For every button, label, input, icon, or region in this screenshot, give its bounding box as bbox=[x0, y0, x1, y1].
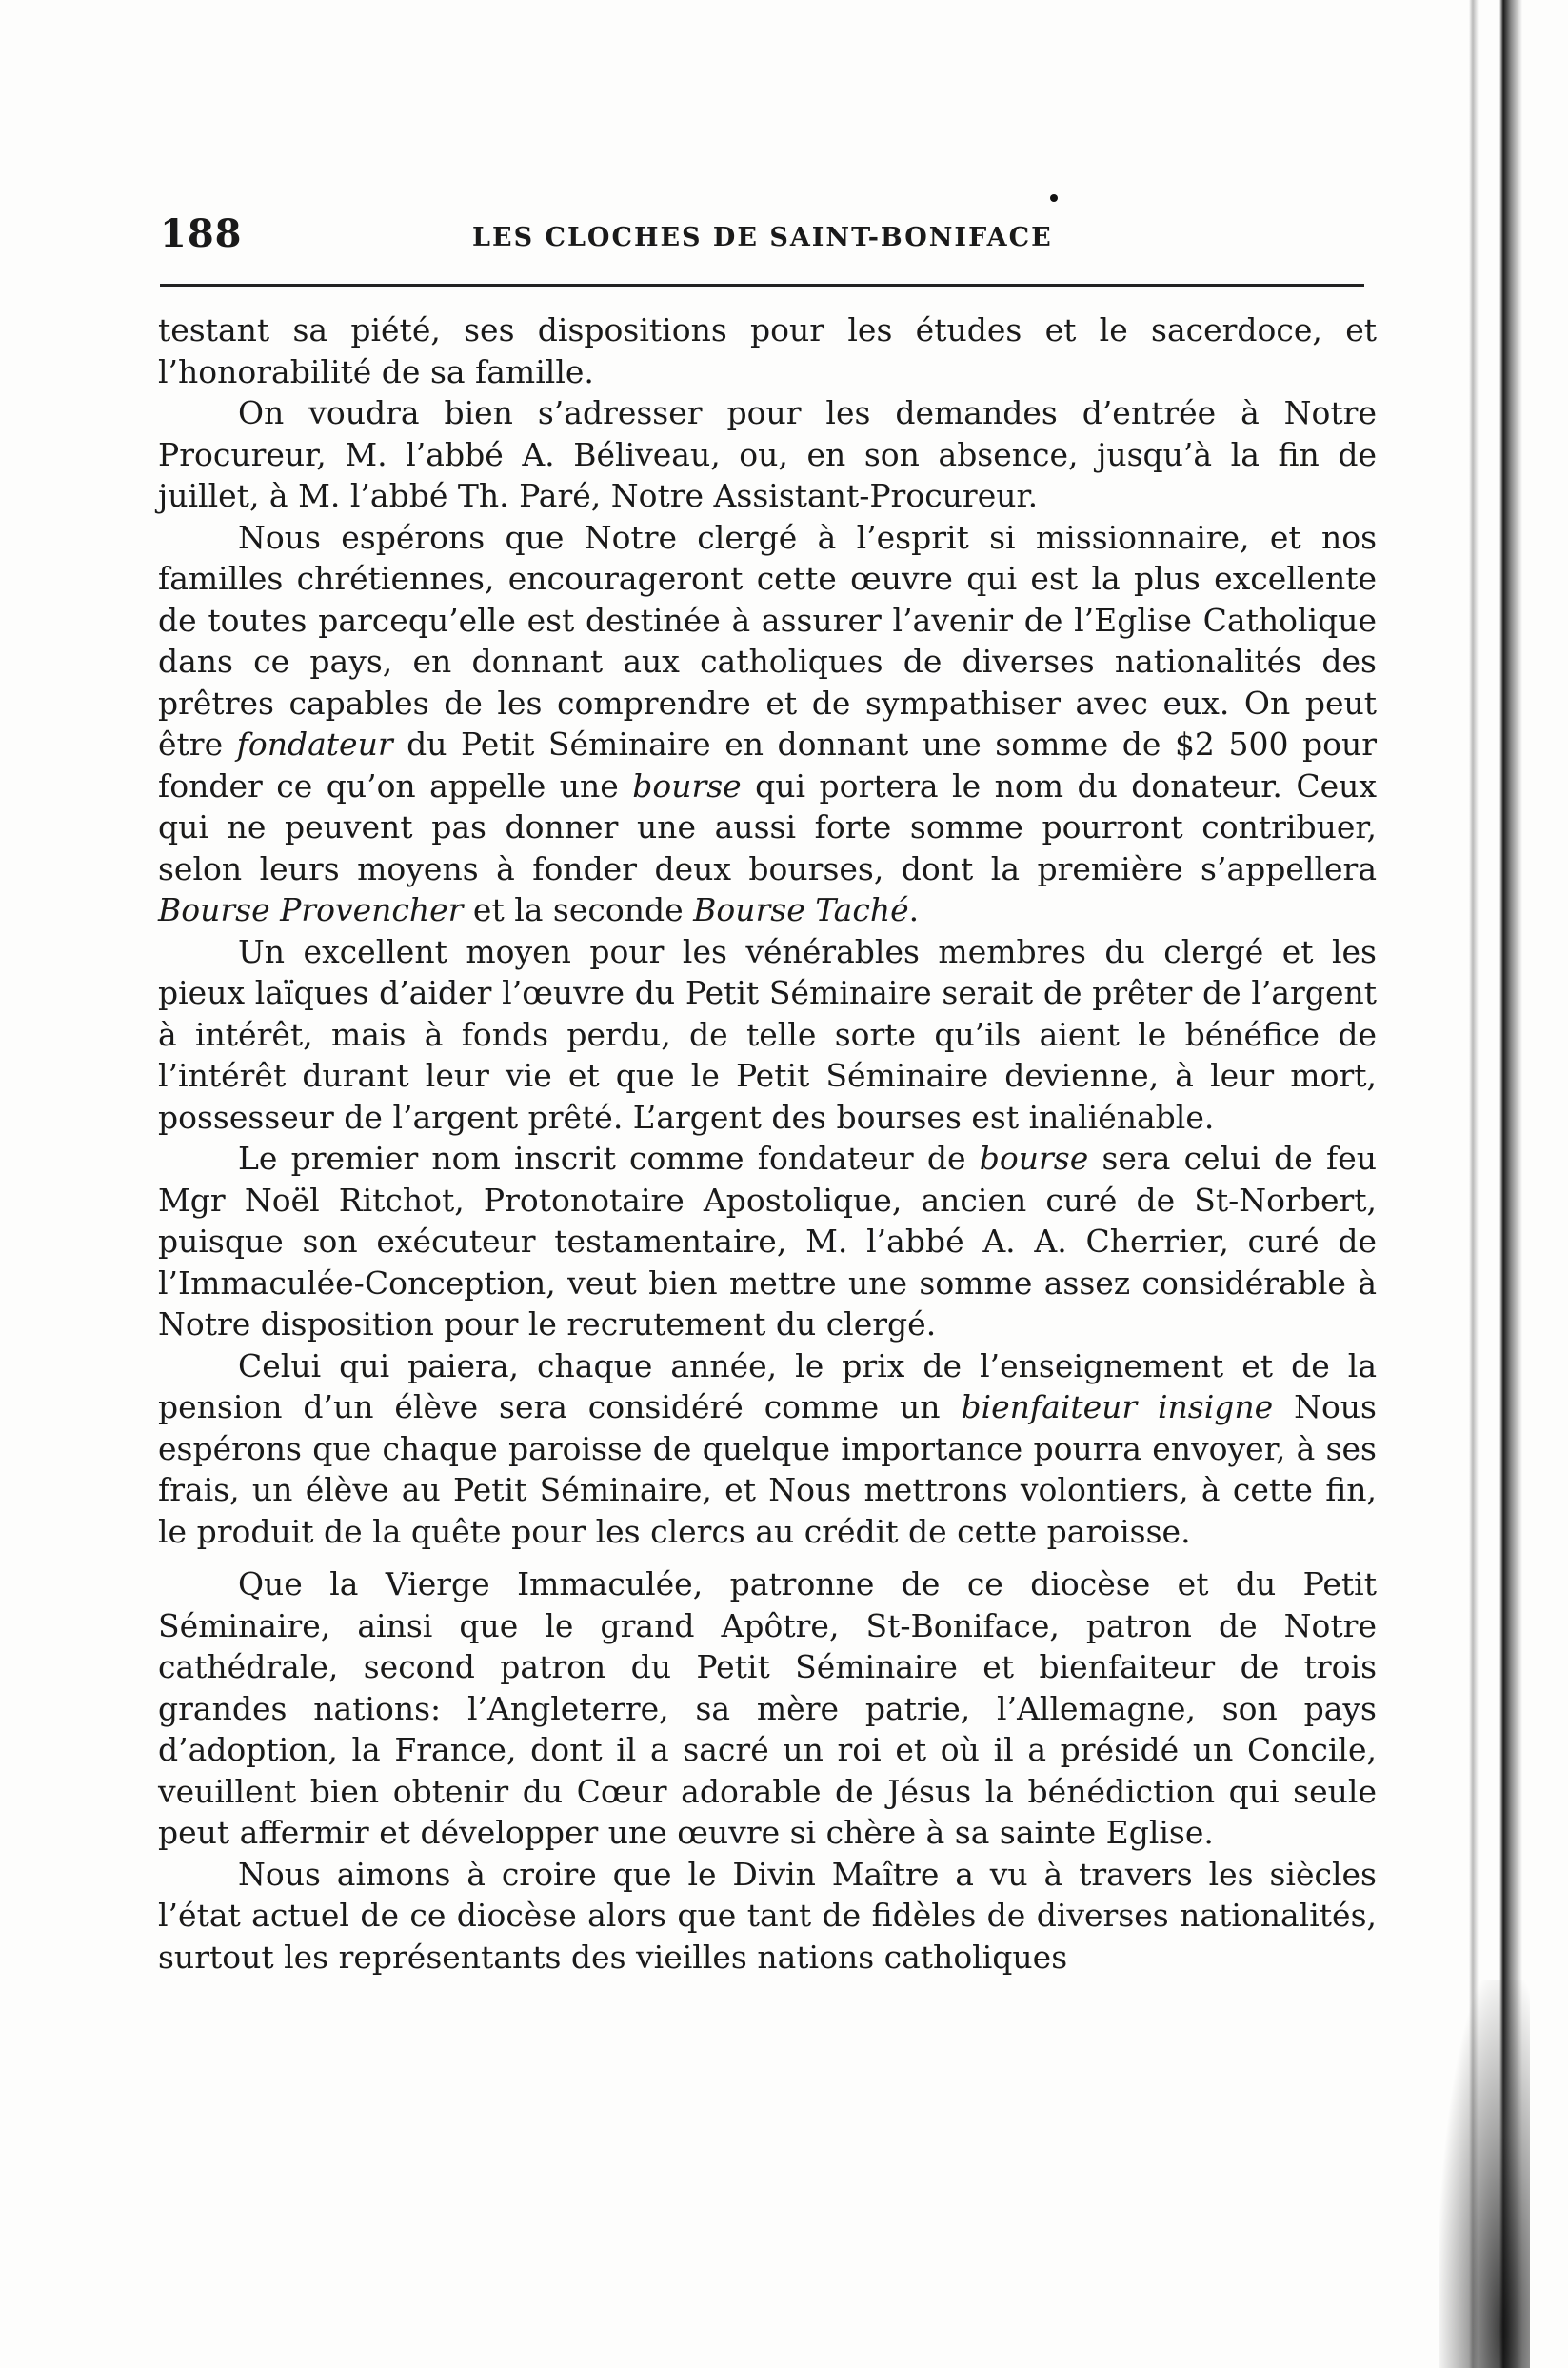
paragraph-text: du Petit Séminaire en donnant une somme de $2 500 pour fonder ce qu’on appelle une bbox=[158, 726, 1378, 805]
paragraph-1 bbox=[158, 309, 1377, 392]
paragraph-3 bbox=[158, 517, 1377, 931]
italic-term: Bourse Provencher bbox=[158, 891, 464, 928]
header-rule bbox=[160, 284, 1364, 287]
paragraph-4 bbox=[158, 931, 1377, 1139]
page-number: 188 bbox=[160, 211, 243, 256]
italic-term: bourse bbox=[632, 766, 742, 805]
paragraph-text: . bbox=[908, 891, 920, 928]
paragraph-8 bbox=[158, 1854, 1377, 1979]
paragraph-text: Nous aimons à croire que le Divin Maître a vu à travers les siècles l’état actuel de ce diocèse alors que tant de fidèles de diverses nationalités, surtout les représentants des vieilles nations catholiques bbox=[158, 1855, 1377, 1976]
paragraph-text: sera celui de feu Mgr Noël Ritchot, Protonotaire Apostolique, ancien curé de St-Norbert, puisque son exécuteur testamentaire, M. l’abbé A. A. Cherrier, curé de l’Immaculée-Conception, veut bien mettre une somme assez considérable à Notre disposition pour le recrutement du clergé. bbox=[158, 1140, 1377, 1343]
running-title: LES CLOCHES DE SAINT-BONIFACE bbox=[472, 223, 1053, 252]
paragraph-2 bbox=[158, 392, 1377, 517]
paragraph-text: Le premier nom inscrit comme fondateur de bbox=[238, 1140, 980, 1177]
paragraph-text: Celui qui paiera, chaque année, le prix de l’enseignement et de la pension d’un élève sera considéré comme un bbox=[158, 1346, 1377, 1425]
paragraph-text: Que la Vierge Immaculée, patronne de ce diocèse et du Petit Séminaire, ainsi que le grand Apôtre, St-Boniface, patron de Notre cathédrale, second patron du Petit Séminaire et bienfaiteur de trois grandes nations: l’Angleterre, sa mère patrie, l’Allemagne, son pays d’adoption, la France, dont il a sacré un roi et où il a présidé un Concile, veuillent bien obtenir du Cœur adorable de Jésus la bénédiction qui seule peut affermir et développer une œuvre si chère à sa sainte Eglise. bbox=[158, 1565, 1377, 1851]
paragraph-text: Nous espérons que Notre clergé à l’esprit si missionnaire, et nos familles chrétiennes, encourageront cette œuvre qui est la plus excellente de toutes parcequ’elle est destinée à assurer l’avenir de l’Eglise Catholique dans ce pays, en donnant aux catholiques de diverses nationalités des prêtres capables de les comprendre et de sympathiser avec eux. On peut être bbox=[158, 518, 1377, 763]
paragraph-text: Un excellent moyen pour les vénérables membres du clergé et les pieux laïques d’aider l’œuvre du Petit Séminaire serait de prêter de l’argent à intérêt, mais à fonds perdu, de telle sorte qu’ils aient le bénéfice de l’intérêt durant leur vie et que le Petit Séminaire devienne, à leur mort, possesseur de l’argent prêté. L’argent des bourses est inaliénable. bbox=[158, 932, 1377, 1136]
page-header bbox=[160, 211, 1364, 269]
italic-term: bourse bbox=[979, 1140, 1089, 1177]
paragraph-text: On voudra bien s’adresser pour les demandes d’entrée à Notre Procureur, M. l’abbé A. Béliveau, ou, en son absence, jusqu’à la fin de juillet, à M. l’abbé Th. Paré, Notre Assistant-Procureur. bbox=[158, 394, 1377, 514]
paragraph-5 bbox=[158, 1138, 1377, 1345]
paragraph-6 bbox=[158, 1345, 1377, 1553]
paragraph-text: Nous espérons que chaque paroisse de quelque importance pourra envoyer, à ses frais, un élève au Petit Séminaire, et Nous mettrons volontiers, à cette fin, le produit de la quête pour les clercs au crédit de cette paroisse. bbox=[158, 1388, 1377, 1550]
italic-term: bienfaiteur insigne bbox=[961, 1388, 1274, 1425]
binding-corner-shadow bbox=[1439, 1980, 1530, 2368]
paragraph-text: testant sa piété, ses dispositions pour les études et le sacerdoce, et l’honorabilité de sa famille. bbox=[158, 311, 1377, 390]
italic-term: fondateur bbox=[236, 726, 393, 763]
print-dot-mark bbox=[1050, 194, 1058, 202]
paragraph-text: et la seconde bbox=[463, 891, 694, 928]
italic-term: Bourse Taché bbox=[693, 891, 909, 928]
paragraph-text: qui portera le nom du donateur. Ceux qui ne peuvent pas donner une aussi forte somme pourront contribuer, selon leurs moyens à fonder deux bourses, dont la première s’appellera bbox=[158, 766, 1377, 887]
paragraph-7 bbox=[158, 1563, 1377, 1854]
body-text bbox=[158, 309, 1377, 1978]
